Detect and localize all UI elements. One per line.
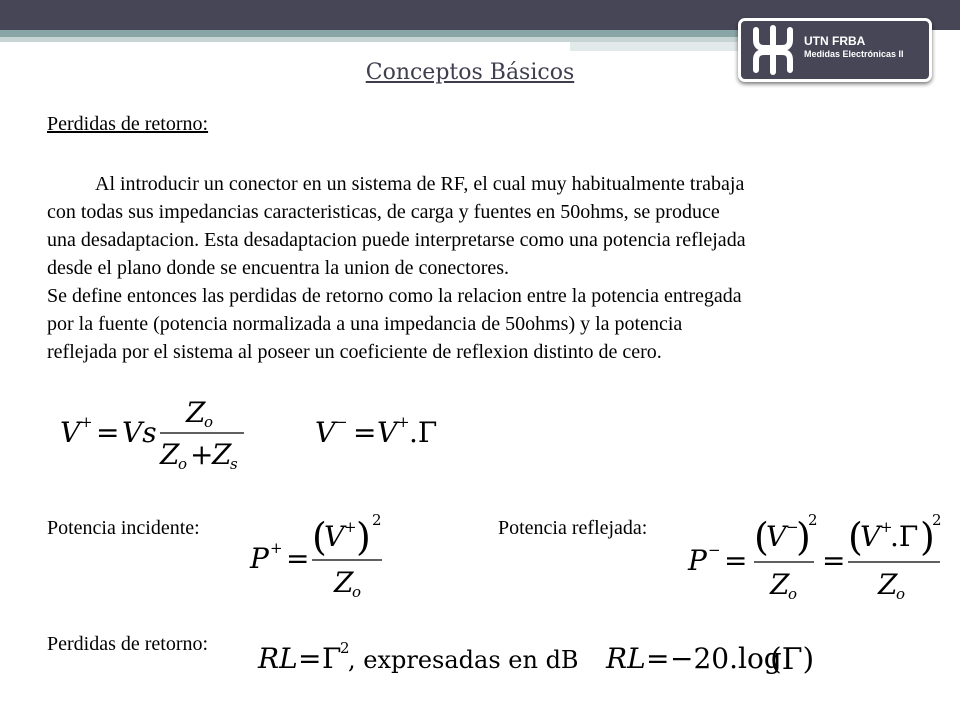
- page-title: Conceptos Básicos: [365, 60, 575, 85]
- svg-text:P: P: [250, 542, 269, 575]
- svg-text:Vs: Vs: [122, 416, 157, 449]
- svg-text:=: =: [724, 544, 748, 577]
- return-loss-label: Perdidas de retorno:: [47, 633, 209, 655]
- svg-text:(: (: [848, 515, 863, 559]
- svg-text:(Γ): (Γ): [770, 642, 815, 677]
- reflected-power-label: Potencia reflejada:: [498, 517, 648, 539]
- svg-text:.Γ: .Γ: [409, 416, 438, 449]
- incident-power-label: Potencia incidente:: [47, 517, 200, 539]
- svg-text:−: −: [786, 518, 799, 536]
- svg-text:s: s: [230, 455, 238, 473]
- svg-text:Z: Z: [186, 396, 206, 429]
- svg-text:−: −: [335, 413, 348, 431]
- svg-text:V: V: [860, 520, 881, 553]
- incident-power-equation: [250, 508, 390, 601]
- paragraph-line: una desadaptacion. Esta desadaptacion puede interpretarse como una potencia reflejada: [47, 229, 746, 251]
- svg-text:Z: Z: [878, 568, 898, 601]
- svg-text:(: (: [754, 515, 769, 559]
- svg-text:Γ: Γ: [322, 642, 342, 675]
- svg-text:V: V: [60, 416, 81, 449]
- svg-text:V: V: [377, 416, 398, 449]
- reflected-voltage-equation: [315, 410, 445, 450]
- svg-text:Z: Z: [160, 438, 180, 471]
- svg-text:o: o: [896, 585, 906, 603]
- svg-text:): ): [796, 515, 811, 559]
- paragraph-line: reflejada por el sistema al poseer un coeficiente de reflexion distinto de cero.: [47, 341, 662, 363]
- svg-text:Z: Z: [334, 566, 354, 599]
- svg-text:2: 2: [340, 639, 350, 657]
- section-heading: Perdidas de retorno:: [47, 113, 209, 135]
- svg-text:=: =: [96, 416, 120, 449]
- paragraph-line: desde el plano donde se encuentra la union de conectores.: [47, 257, 510, 279]
- svg-text:V: V: [315, 416, 336, 449]
- paragraph-line: Al introducir un conector en un sistema de RF, el cual muy habitualmente trabaja: [95, 173, 745, 195]
- svg-text:=: =: [298, 642, 322, 675]
- svg-text:RL: RL: [258, 642, 298, 675]
- svg-text:V: V: [766, 520, 787, 553]
- institution-name: UTN FRBA: [804, 34, 866, 48]
- svg-text:(: (: [312, 515, 327, 559]
- paragraph-line: Se define entonces las perdidas de retorno como la relacion entre la potencia entregada: [47, 285, 742, 307]
- svg-text:+: +: [190, 438, 214, 471]
- svg-text:+: +: [80, 413, 93, 431]
- svg-text:o: o: [788, 585, 798, 603]
- svg-text:o: o: [352, 583, 362, 601]
- incident-voltage-equation: [60, 392, 260, 472]
- svg-text:=: =: [646, 642, 670, 675]
- svg-text:2: 2: [808, 511, 818, 529]
- svg-text:=: =: [286, 542, 310, 575]
- svg-text:+: +: [397, 413, 410, 431]
- svg-text:−20.log: −20.log: [670, 642, 782, 675]
- svg-text:V: V: [324, 520, 345, 553]
- svg-text:Z: Z: [212, 438, 232, 471]
- svg-text:o: o: [204, 413, 214, 431]
- svg-text:P: P: [688, 544, 707, 577]
- course-name: Medidas Electrónicas II: [804, 49, 904, 59]
- svg-text:): ): [920, 515, 935, 559]
- return-loss-db-equation: [606, 638, 815, 678]
- svg-text:): ): [356, 515, 371, 559]
- svg-text:+: +: [880, 518, 893, 536]
- reflected-power-equation: [688, 508, 948, 603]
- body-paragraph: [47, 170, 927, 366]
- paragraph-line: por la fuente (potencia normalizada a una impedancia de 50ohms) y la potencia: [47, 313, 683, 335]
- return-loss-equation: [258, 638, 578, 674]
- rl-unit-note: , expresadas en dB: [348, 646, 579, 674]
- svg-text:+: +: [344, 518, 357, 536]
- svg-text:Z: Z: [770, 568, 790, 601]
- svg-text:2: 2: [372, 511, 382, 529]
- svg-text:+: +: [270, 539, 283, 557]
- svg-text:.Γ: .Γ: [890, 520, 919, 553]
- svg-text:=: =: [822, 544, 846, 577]
- paragraph-line: con todas sus impedancias caracteristicas, de carga y fuentes en 50ohms, se produce: [47, 201, 720, 223]
- svg-text:2: 2: [932, 511, 942, 529]
- svg-text:RL: RL: [606, 642, 646, 675]
- svg-text:−: −: [708, 541, 721, 559]
- svg-text:=: =: [353, 416, 377, 449]
- svg-text:o: o: [178, 455, 188, 473]
